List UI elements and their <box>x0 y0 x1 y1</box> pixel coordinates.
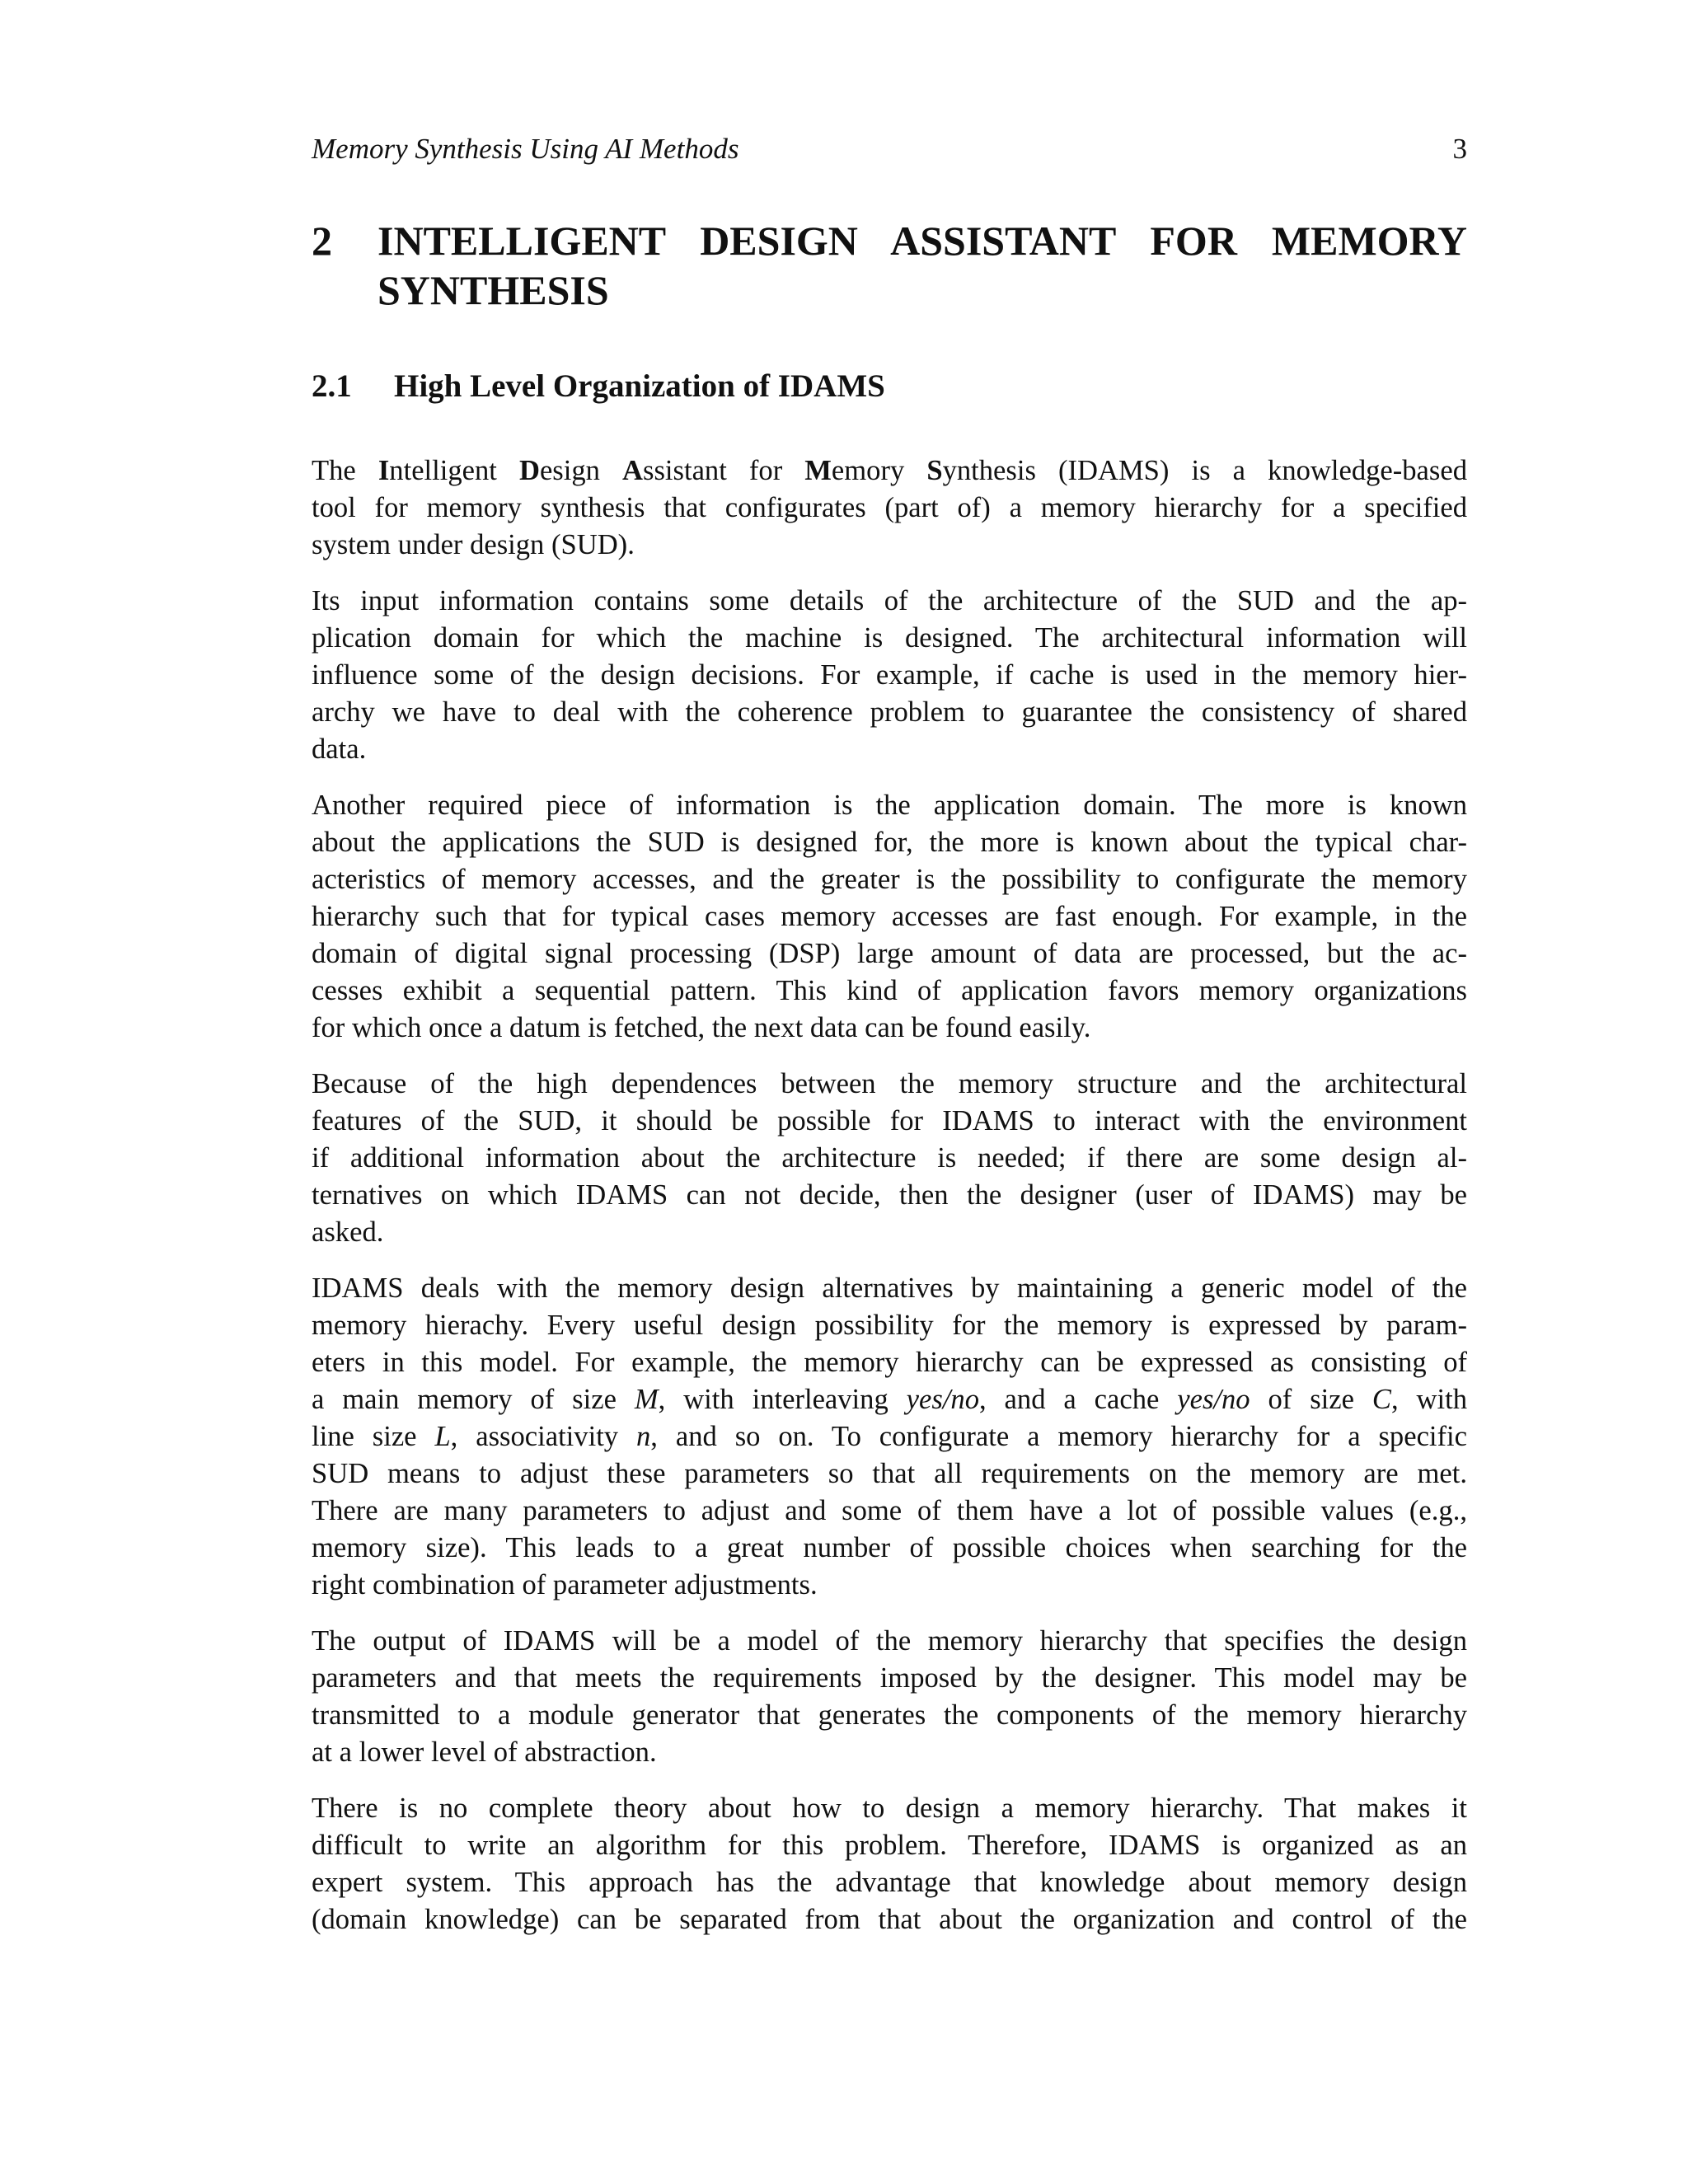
text-run: of size <box>1250 1384 1372 1415</box>
text-line <box>312 898 1467 935</box>
acronym-letter: M <box>804 455 832 486</box>
text-run: hierarchy such that for typical cases memory accesses are fast enough. For example, in the <box>312 901 1467 932</box>
text-run: about the applications the SUD is designed for, the more is known about the typical char- <box>312 827 1467 858</box>
text-run: influence some of the design decisions. For example, if cache is used in the memory hier- <box>312 659 1467 691</box>
text-line <box>312 731 1467 768</box>
text-line <box>312 527 1467 564</box>
text-run: transmitted to a module generator that generates the components of the memory hierarchy <box>312 1699 1467 1731</box>
text-run: , and a cache <box>979 1384 1178 1415</box>
page-number: 3 <box>1452 133 1467 165</box>
math-variable: yes/no <box>906 1384 979 1415</box>
text-run: eters in this model. For example, the memory hierarchy can be expressed as consisting of <box>312 1347 1467 1378</box>
text-run: at a lower level of abstraction. <box>312 1736 657 1768</box>
text-run: for which once a datum is fetched, the next data can be found easily. <box>312 1012 1091 1043</box>
text-run: The <box>312 455 378 486</box>
text-run: tool for memory synthesis that configurates (part of) a memory hierarchy for a specified <box>312 492 1467 523</box>
text-line <box>312 452 1467 490</box>
text-run: expert system. This approach has the advantage that knowledge about memory design <box>312 1867 1467 1898</box>
paragraph <box>312 452 1467 564</box>
text-line <box>312 490 1467 527</box>
text-run: parameters and that meets the requirements imposed by the designer. This model may be <box>312 1662 1467 1694</box>
text-line <box>312 1455 1467 1493</box>
text-line <box>312 1103 1467 1140</box>
text-line <box>312 787 1467 824</box>
text-run: , and so on. To configurate a memory hierarchy for a specific <box>650 1421 1467 1452</box>
text-run: Its input information contains some details of the architecture of the SUD and the ap- <box>312 585 1467 616</box>
text-line <box>312 1344 1467 1381</box>
text-run: ynthesis (IDAMS) is a knowledge-based <box>942 455 1467 486</box>
text-run: SUD means to adjust these parameters so that all requirements on the memory are met. <box>312 1458 1467 1489</box>
text-line <box>312 620 1467 657</box>
text-line <box>312 1530 1467 1567</box>
text-line <box>312 861 1467 898</box>
text-run: difficult to write an algorithm for this problem. Therefore, IDAMS is organized as an <box>312 1830 1467 1861</box>
text-line <box>312 1623 1467 1660</box>
text-run: , with <box>1390 1384 1467 1415</box>
math-variable: n <box>636 1421 651 1452</box>
text-line <box>312 583 1467 620</box>
text-run: data. <box>312 733 367 765</box>
text-run: Another required piece of information is the application domain. The more is known <box>312 790 1467 821</box>
text-run: plication domain for which the machine is designed. The architectural information will <box>312 622 1467 654</box>
subsection-number: 2.1 <box>312 368 352 404</box>
text-run: (domain knowledge) can be separated from that about the organization and control of the <box>312 1904 1467 1935</box>
text-line <box>312 1864 1467 1901</box>
text-line <box>312 1493 1467 1530</box>
text-run: , with interleaving <box>658 1384 907 1415</box>
text-run: asked. <box>312 1216 384 1248</box>
paragraph <box>312 1623 1467 1771</box>
paragraph <box>312 1790 1467 1938</box>
math-variable: M <box>634 1384 659 1415</box>
text-run: emory <box>831 455 927 486</box>
section-title <box>377 216 1467 315</box>
text-run: domain of digital signal processing (DSP) large amount of data are processed, but the ac- <box>312 938 1467 969</box>
text-line <box>312 1140 1467 1177</box>
text-line <box>312 694 1467 731</box>
text-line <box>312 1214 1467 1251</box>
text-run: ntelligent <box>389 455 519 486</box>
acronym-letter: A <box>622 455 643 486</box>
text-run: system under design (SUD). <box>312 529 635 560</box>
text-run: ssistant for <box>643 455 805 486</box>
section-title-line: SYNTHESIS <box>377 267 609 313</box>
text-line <box>312 972 1467 1010</box>
text-run: memory size). This leads to a great number of possible choices when searching for the <box>312 1532 1467 1563</box>
text-line <box>312 1697 1467 1734</box>
text-line <box>312 1307 1467 1344</box>
math-variable: L <box>434 1421 451 1452</box>
text-line <box>312 935 1467 972</box>
text-line <box>312 1734 1467 1771</box>
text-run: esign <box>539 455 623 486</box>
text-run: features of the SUD, it should be possible for IDAMS to interact with the environment <box>312 1105 1467 1137</box>
text-run: Because of the high dependences between the memory structure and the architectural <box>312 1068 1467 1099</box>
text-run: acteristics of memory accesses, and the greater is the possibility to configurate the memory <box>312 864 1467 895</box>
acronym-letter: I <box>377 455 390 486</box>
text-line <box>312 1418 1467 1455</box>
text-run: , associativity <box>450 1421 636 1452</box>
section-title-line: INTELLIGENT DESIGN ASSISTANT FOR MEMORY <box>377 218 1467 264</box>
text-run: There is no complete theory about how to design a memory hierarchy. That makes it <box>312 1793 1467 1824</box>
text-run: IDAMS deals with the memory design alternatives by maintaining a generic model of the <box>312 1272 1467 1304</box>
paragraph <box>312 1270 1467 1604</box>
text-line <box>312 1010 1467 1047</box>
text-line <box>312 1270 1467 1307</box>
running-head <box>312 129 1467 170</box>
text-run: line size <box>312 1421 435 1452</box>
text-run: archy we have to deal with the coherence problem to guarantee the consistency of shared <box>312 696 1467 728</box>
text-run: if additional information about the architecture is needed; if there are some design al- <box>312 1142 1467 1174</box>
paragraph <box>312 787 1467 1047</box>
paragraph <box>312 583 1467 768</box>
text-run: The output of IDAMS will be a model of the memory hierarchy that specifies the design <box>312 1625 1467 1657</box>
body-text <box>312 452 1467 1957</box>
text-line <box>312 824 1467 861</box>
text-line <box>312 657 1467 694</box>
text-line <box>312 1381 1467 1418</box>
running-title: Memory Synthesis Using AI Methods <box>312 133 739 165</box>
text-line <box>312 1660 1467 1697</box>
math-variable: yes/no <box>1177 1384 1250 1415</box>
section-number: 2 <box>312 218 332 264</box>
text-run: ternatives on which IDAMS can not decide, then the designer (user of IDAMS) may be <box>312 1179 1467 1211</box>
text-line <box>312 1827 1467 1864</box>
text-run: There are many parameters to adjust and some of them have a lot of possible values (e.g., <box>312 1495 1467 1526</box>
text-line <box>312 1567 1467 1604</box>
acronym-letter: S <box>926 455 943 486</box>
text-line <box>312 1066 1467 1103</box>
paragraph <box>312 1066 1467 1251</box>
math-variable: C <box>1372 1384 1391 1415</box>
text-line <box>312 1790 1467 1827</box>
text-run: cesses exhibit a sequential pattern. This kind of application favors memory organizations <box>312 975 1467 1006</box>
acronym-letter: D <box>518 455 540 486</box>
text-run: right combination of parameter adjustments. <box>312 1569 818 1601</box>
text-run: a main memory of size <box>312 1384 635 1415</box>
text-line <box>312 1177 1467 1214</box>
text-line <box>312 1901 1467 1938</box>
subsection-title: High Level Organization of IDAMS <box>394 368 885 404</box>
text-run: memory hierachy. Every useful design possibility for the memory is expressed by param- <box>312 1310 1467 1341</box>
